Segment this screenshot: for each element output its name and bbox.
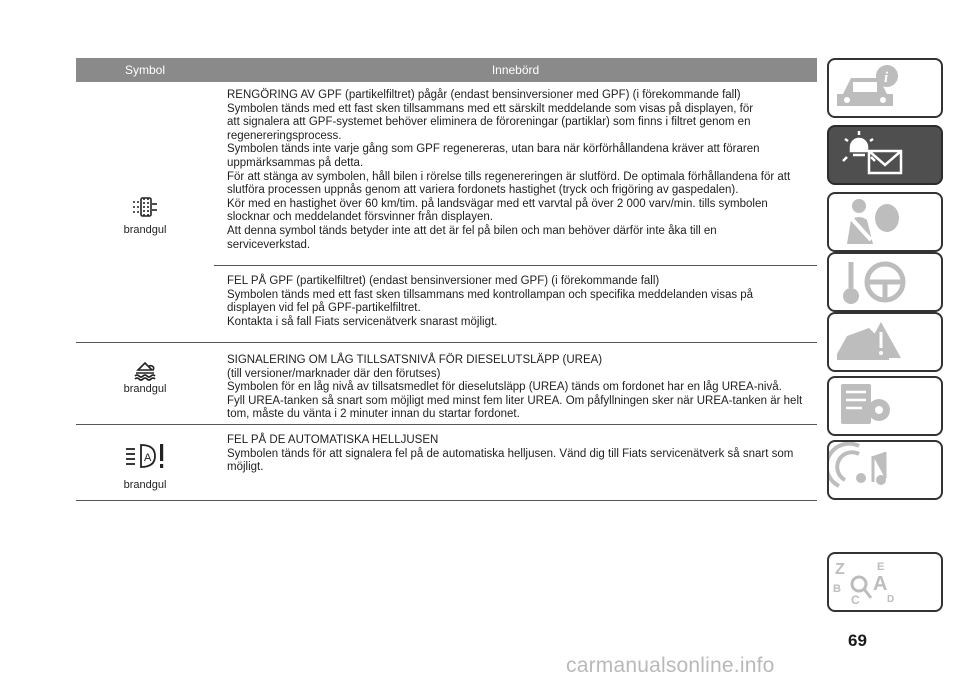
meaning-cell: [227, 434, 812, 475]
warning-light-message-icon: [829, 127, 941, 183]
meaning-cell: [227, 354, 812, 422]
side-tab-maintenance[interactable]: [827, 376, 943, 436]
warning-lights-table: [76, 58, 817, 491]
side-tab-warning-lights[interactable]: [827, 125, 943, 185]
index-letter: B: [833, 583, 841, 595]
text-line: Fyll UREA-tanken så snart som möjligt med minst fem liter UREA. Om påfyllningen sker när UREA-tanken är helt: [227, 394, 803, 407]
row-divider: [76, 500, 817, 501]
text-line: slocknar och meddelandet försvinner från displayen.: [227, 211, 493, 224]
urea-level-icon: [131, 360, 159, 382]
text-line: Kör med en hastighet över 60 km/tim. på landsvägar med ett varvtal på över 2 000 varv/min. tills symbolen: [227, 197, 768, 210]
text-line: (till versioner/marknader där den förutses): [227, 367, 441, 380]
index-letter: E: [877, 561, 885, 573]
side-tab-index[interactable]: [827, 552, 943, 612]
symbol-color-label: brandgul: [123, 224, 167, 236]
seatbelt-airbag-icon: [829, 194, 941, 250]
symbol-color-label: brandgul: [123, 479, 167, 491]
watermark-text: carmanualsonline.info: [566, 654, 775, 677]
symbol-cell: [76, 441, 214, 491]
index-alphabet-icon: [829, 554, 941, 610]
car-crash-emergency-icon: [829, 314, 941, 370]
table-header: [76, 58, 817, 82]
text-line: att signalera att GPF-systemet behöver eliminera de föroreningar (partiklar) som finns i filtret genom en: [227, 116, 751, 129]
car-info-icon: [829, 60, 941, 116]
text-line: RENGÖRING AV GPF (partikelfiltret) pågår (endast bensinversioner med GPF) (i förekommande fall): [227, 89, 741, 101]
text-line: slutföra processen uppnås genom att variera fordonets hastighet (tryck och frigöring av gaspedalen).: [227, 184, 739, 197]
meaning-cell: [227, 275, 812, 329]
maintenance-service-icon: [829, 378, 941, 434]
text-line: FEL PÅ DE AUTOMATISKA HELLJUSEN: [227, 434, 439, 446]
side-tab-car-info[interactable]: [827, 58, 943, 118]
side-tab-starting-driving[interactable]: [827, 252, 943, 312]
text-line: displayen vid fel på GPF-partikelfiltret.: [227, 302, 421, 315]
table-row-headlights: [76, 425, 817, 501]
text-line: Att denna symbol tänds betyder inte att det är fel på bilen och man behöver därför inte åka till en: [227, 224, 717, 237]
index-letter: A: [873, 573, 888, 595]
text-line: Kontakta i så fall Fiats servicenätverk snarast möjligt.: [227, 315, 498, 328]
table-row-gpf: [76, 82, 817, 344]
column-header-meaning: Innebörd: [491, 63, 540, 77]
meaning-cell: [227, 89, 812, 252]
text-line: FEL PÅ GPF (partikelfiltret) (endast bensinversioner med GPF) (i förekommande fall): [227, 275, 660, 287]
text-line: SIGNALERING OM LÅG TILLSATSNIVÅ FÖR DIESELUTSLÄPP (UREA): [227, 354, 603, 366]
text-line: regenereringsprocess.: [227, 129, 342, 142]
table-row-urea: [76, 343, 817, 424]
text-line: Symbolen tänds med ett fast sken tillsammans med ett särskilt meddelande som visas på displayen, för: [227, 102, 754, 115]
symbol-cell: [76, 194, 214, 236]
media-music-icon: [829, 442, 941, 498]
text-line: serviceverkstad.: [227, 238, 311, 251]
key-steering-wheel-icon: [829, 254, 941, 310]
text-line: Symbolen tänds med ett fast sken tillsammans med kontrollampan och specifika meddelanden visas på: [227, 288, 754, 301]
symbol-cell: [76, 360, 214, 395]
text-line: Symbolen tänds för att signalera fel på de automatiska helljusen. Vänd dig till Fiats servicenätverk så snart som: [227, 447, 794, 460]
page-number: 69: [848, 631, 867, 650]
side-tab-multimedia[interactable]: [827, 440, 943, 500]
gpf-filter-icon: [130, 194, 160, 220]
side-tab-emergency[interactable]: [827, 312, 943, 372]
index-letter: C: [851, 593, 860, 607]
text-line: möjligt.: [227, 461, 264, 474]
svg-text:A: A: [144, 452, 152, 464]
row-divider: [214, 265, 817, 266]
adaptive-headlight-fault-icon: [123, 441, 167, 473]
side-tab-safety[interactable]: [827, 192, 943, 252]
text-line: tom, måste du vänta i 2 minuter innan du startar fordonet.: [227, 408, 520, 421]
svg-text:i: i: [884, 70, 889, 86]
index-letter: D: [887, 594, 895, 605]
text-line: Symbolen för en låg nivå av tillsatsmedlet för dieselutsläpp (UREA) tänds om fordonet har en låg UREA-nivå.: [227, 381, 782, 394]
index-letter: Z: [835, 561, 845, 578]
symbol-color-label: brandgul: [123, 383, 167, 395]
text-line: Symbolen tänds inte varje gång som GPF regenereras, utan bara när körförhållandena kräver att föraren: [227, 143, 760, 156]
text-line: uppmärksammas på detta.: [227, 156, 364, 169]
column-header-symbol: Symbol: [124, 63, 165, 77]
text-line: För att stänga av symbolen, håll bilen i rörelse tills regenereringen är slutförd. De optimala förhållandena för att: [227, 170, 791, 183]
